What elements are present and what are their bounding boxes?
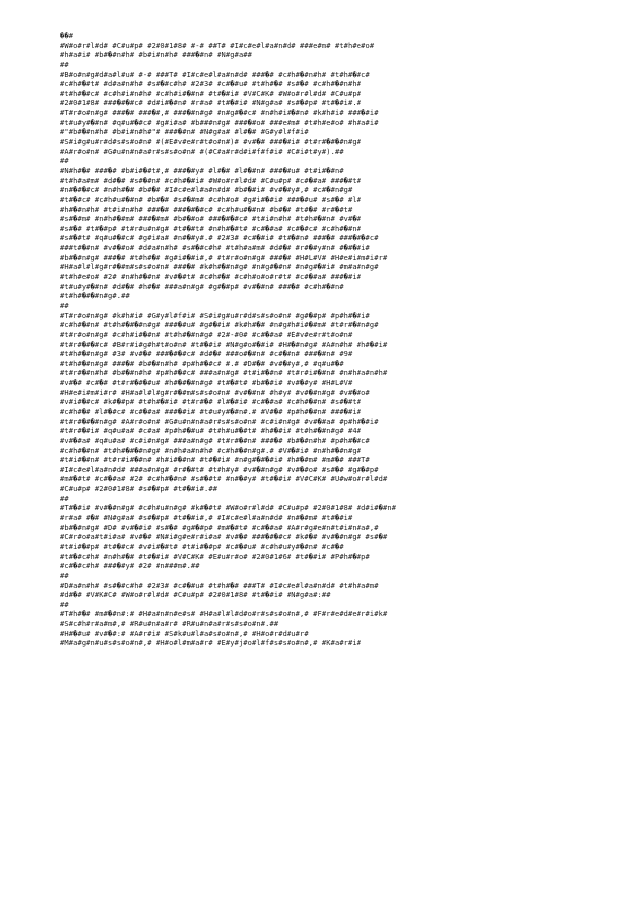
- text-line: #t#h#�#c# #c#h#i#n#h# #c#h#i#�#n# #t#�#i# #V#C#K# #W#o#r#l#d# #C#u#p#: [60, 89, 362, 98]
- text-line: #t#r#�#�#n#g# #A#r#o#n# #G#u#n#n#a#r#s#s#o#n# #c#i#n#g# #v#�#a# #p#h#�#i#: [60, 417, 379, 426]
- text-line: #t#h#�#�#n#g#.##: [60, 292, 130, 301]
- text-line: #s#�#m# #n#h#�#m# ###�#m# #b#�#o# ###�#�#c# #t#i#n#h# #t#h#�#n# #v#�#: [60, 215, 362, 224]
- text-line: #2#0#1#8# ###�#�#c# #d#i#�#n# #r#a# #t#�#i# #N#g#a# #s#�#p# #t#�#i#.#: [60, 99, 362, 108]
- text-line: #c#h#�#t# #d#a#n#h# #s#�#c#h# #2#3# #c#�#u# #t#h#�# #s#�# #c#h#�#n#h#: [60, 80, 362, 89]
- text-line: #T#�#i# #v#�#n#g# #c#h#u#n#g# #k#�#t# #W#o#r#l#d# #C#u#p# #2#0#1#8# #d#i#�#n#: [60, 504, 397, 513]
- text-line: ##: [60, 494, 69, 503]
- text-line: #t#u#y#�#n# #q#u#�#c# #g#i#a# #b###n#g# ###�#o# ###e#m# #t#h#e#o# #h#a#i#: [60, 118, 379, 127]
- text-line: #t#h#�#n#g# ###�# #b#�#n#h# #p#h#�#c# #.# #D#�# #v#�#y#,# #q#u#�#: [60, 359, 344, 368]
- text-line: #S#c#h#r#a#m#,# #R#u#n#a#r# #R#u#n#a#r#s#s#o#n#.##: [60, 620, 279, 629]
- text-line: #t#�#c# #c#h#u#�#n# #b#�# #s#�#m# #c#h#o# #g#i#�#i# ###�#u# #s#�# #l#: [60, 195, 362, 204]
- text-line: ##: [60, 600, 69, 609]
- text-line: #I#c#e#l#a#n#d# ###a#n#g# #r#�#t# #t#h#y# #v#�#n#g# #v#�#o# #s#�# #g#�#p#: [60, 465, 379, 474]
- text-line: #C#r#o#a#t#i#a# #v#�# #N#i#g#e#r#i#a# #v#�# ###�#�#c# #k#�# #v#�#n#g# #s#�#: [60, 533, 388, 542]
- text-line: #T#h#�# #m#�#n#:# #H#a#n#n#e#s# #H#a#l#l#d#o#r#s#s#o#n#,# #F#r#e#d#e#r#i#k#: [60, 610, 388, 619]
- text-line: #H#a#l#l#g#r#�#m#s#s#o#n# ###�# #k#h#�#n#g# #n#g#�#n# #n#g#�#i# #m#a#n#g#: [60, 263, 379, 272]
- text-line: #b#�#n#g# #D# #v#�#i# #s#�# #g#�#p# #m#�#t# #c#�#a# #A#r#g#e#n#t#i#n#a#,#: [60, 523, 379, 532]
- text-line: #v#i#�#c# #k#�#p# #t#h#�#i# #t#r#�# #l#�#i# #c#�#a# #c#h#�#n# #s#�#t#: [60, 398, 362, 407]
- text-line: #t#h#�#n#g# #3# #v#�# ###�#�#c# #d#�# ###o#�#n# #c#�#n# ###�#n# #9#: [60, 350, 353, 359]
- document-page: [60, 32, 580, 649]
- text-line: #t#h#e#o# #2# #n#h#�#n# #v#�#t# #c#h#�# #c#h#o#o#r#t# #c#�#a# ###�#i#: [60, 273, 362, 282]
- text-line: #W#o#r#l#d# #C#u#p# #2#0#1#8# #-# ##T# #I#c#e#l#a#n#d# ###e#m# #t#h#e#o#: [60, 41, 375, 50]
- text-line: #n#�#�#c# #n#h#�# #b#�# #I#c#e#l#a#n#d# #b#�#i# #v#�#y#,# #c#�#n#g#: [60, 186, 353, 195]
- text-line: #c#h#�#n# #t#h#�#�#n#g# ###�#u# #g#�#i# #k#h#�# #n#g#h#i#�#m# #t#r#�#n#g#: [60, 321, 379, 330]
- text-line: #H#�#u# #v#�#:# #A#r#i# #S#k#u#l#a#s#o#n#,# #H#o#r#d#u#r#: [60, 629, 309, 638]
- text-line: #h#�#n#h# #t#i#n#h# ###�# ###�#�#c# #c#h#u#�#n# #b#�# #t#�# #r#�#t#: [60, 205, 353, 214]
- text-line: #h#a#i# #b#�#n#h# #b#i#n#h# ###�#n# #N#g#a##: [60, 51, 253, 60]
- text-line: #T#r#o#n#g# ###�# ###�#,# ###�#n#g# #n#g#�#c# #n#h#i#�#n# #k#h#i# ###�#i#: [60, 109, 379, 118]
- text-line: #s#�#t# #q#u#�#c# #g#i#a# #n#�#y#.# #2#3# #c#�#i# #t#�#n# ###�# ###�#�#c#: [60, 234, 379, 243]
- text-line: #T#r#o#n#g# #k#h#i# #G#y#l#f#i# #S#i#g#u#r#d#s#s#o#n# #g#�#p# #p#h#�#i#: [60, 311, 370, 320]
- text-line: #t#u#y#�#n# #d#�# #h#�# ###a#n#g# #g#�#p# #v#�#n# ###�# #c#h#�#n#: [60, 282, 344, 291]
- text-line: ��#: [60, 32, 74, 40]
- text-line: #H#e#i#m#i#r# #H#a#l#l#g#r#�#m#s#s#o#n# #v#�#n# #h#y# #v#�#n#g# #v#�#o#: [60, 388, 370, 397]
- text-line: #v#�# #c#�# #t#r#�#�#u# #h#�#�#n#g# #t#�#t# #b#�#i# #v#�#y# #H#L#V#: [60, 379, 353, 388]
- text-line: #t#i#�#p# #t#�#c# #v#i#�#t# #t#i#�#p# #c#�#u# #c#h#u#y#�#n# #c#�#: [60, 542, 344, 551]
- text-line: #c#h#�# #l#�#c# #c#�#a# ###�#i# #t#u#y#�#n#.# #V#�# #p#h#�#n# ###�#i#: [60, 407, 362, 416]
- text-line: #B#o#n#g#d#a#l#u# #-# ###T# #I#c#e#l#a#n#d# ###�# #c#h#�#n#h# #t#h#�#c#: [60, 70, 370, 79]
- text-line: #C#u#p# #2#0#1#8# #s#�#p# #t#�#i#.##: [60, 485, 218, 494]
- text-line: #m#�#t# #c#�#a# #2# #c#h#�#n# #s#�#t# #n#�#y# #t#�#i# #V#C#K# #U#w#o#r#l#d#: [60, 475, 388, 484]
- text-line: #r#a# #�# #N#g#a# #s#�#p# #t#�#i#,# #I#c#e#l#a#n#d# #n#�#m# #t#�#i#: [60, 514, 353, 523]
- text-line: ##: [60, 571, 69, 580]
- text-line: #d#�# #V#K#C# #W#o#r#l#d# #C#u#p# #2#0#1#8# #t#�#i# #N#g#a#:##: [60, 591, 331, 600]
- text-line: #t#�#c#h# #n#h#�# #t#�#i# #V#C#K# #E#u#r#o# #2#0#1#6# #t#�#i# #P#h#�#p#: [60, 552, 370, 561]
- text-line: #t#h#a#m# #d#�# #s#�#n# #c#h#�#i# #W#o#r#l#d# #C#u#p# #c#�#a# ###�#t#: [60, 176, 362, 185]
- text-line: #D#a#n#h# #s#�#c#h# #2#3# #c#�#u# #t#h#�# ###T# #I#c#e#l#a#n#d# #t#h#a#m#: [60, 581, 379, 590]
- text-line: ###t#�#n# #v#�#o# #d#a#n#h# #s#�#c#h# #t#h#a#m# #d#�# #r#�#y#n# #�#�#i#: [60, 244, 370, 253]
- text-line: ##: [60, 157, 69, 166]
- text-line: #v#�#a# #q#u#a# #c#i#n#g# ###a#n#g# #t#r#�#n# ###�# #b#�#n#h# #p#h#�#c#: [60, 436, 370, 445]
- text-line: #t#r#�#�#c# #B#r#i#g#h#t#o#n# #t#�#i# #N#g#o#�#i# #H#�#n#g# #A#n#h# #h#�#i#: [60, 340, 388, 349]
- text-line: #b#�#n#g# ###�# #t#h#�# #g#i#�#i#,# #t#r#o#n#g# ###�# #H#L#V# #H#e#i#m#i#r#: [60, 253, 388, 262]
- text-line: #S#i#g#u#r#d#s#s#o#n# #(#E#v#e#r#t#o#n#)# #v#�# ###�#i# #t#r#�#�#n#g#: [60, 138, 362, 147]
- text-line: #c#�#c#h# ###�#y# #2# #n###m#.##: [60, 562, 200, 571]
- text-line: #c#h#�#n# #t#h#�#�#n#g# #n#h#a#n#h# #c#h#�#n#g#.# #V#�#i# #n#h#�#n#g#: [60, 446, 362, 455]
- text-line: ##: [60, 60, 69, 69]
- text-line: #t#r#o#n#g# #c#h#i#�#n# #t#h#�#n#g# #2#-#0# #c#�#a# #É#v#e#r#t#o#n#: [60, 330, 353, 339]
- text-line: ##: [60, 301, 69, 310]
- text-line: #M#a#g#n#u#s#s#o#n#,# #H#o#l#m#a#r# #E#y#j#o#l#f#s#s#o#n#,# #K#a#r#i#: [60, 639, 362, 648]
- text-line: #t#r#�#n#h# #b#�#n#h# #p#h#�#c# ###a#n#g# #t#i#�#n# #t#r#i#�#n# #n#h#a#n#h#: [60, 369, 388, 378]
- text-line: #A#r#o#n# #G#u#n#n#a#r#s#s#o#n# #(#C#a#r#d#i#f#f#i# #C#i#t#y#).##: [60, 147, 344, 156]
- text-line: #N#h#�# ###�# #b#i#�#t#,# ###�#y# #l#�# #l#�#n# ###�#u# #t#i#�#n#: [60, 166, 344, 175]
- text-line: #"#b#�#n#h# #b#i#n#h#"# ###�#n# #N#g#a# #l#�# #G#y#l#f#i#: [60, 128, 309, 137]
- text-line: #s#�# #t#�#p# #t#r#u#n#g# #t#�#t# #n#h#�#t# #c#�#a# #c#�#c# #c#h#�#n#: [60, 224, 362, 233]
- text-line: #t#i#�#n# #t#r#i#�#n# #h#i#�#n# #t#�#i# #n#g#�#�#i# #h#�#m# #m#�# ###T#: [60, 456, 370, 465]
- text-line: #t#r#�#i# #q#u#a# #c#a# #p#h#�#u# #t#h#u#�#t# #h#�#i# #t#h#�#n#g# #4#: [60, 427, 362, 436]
